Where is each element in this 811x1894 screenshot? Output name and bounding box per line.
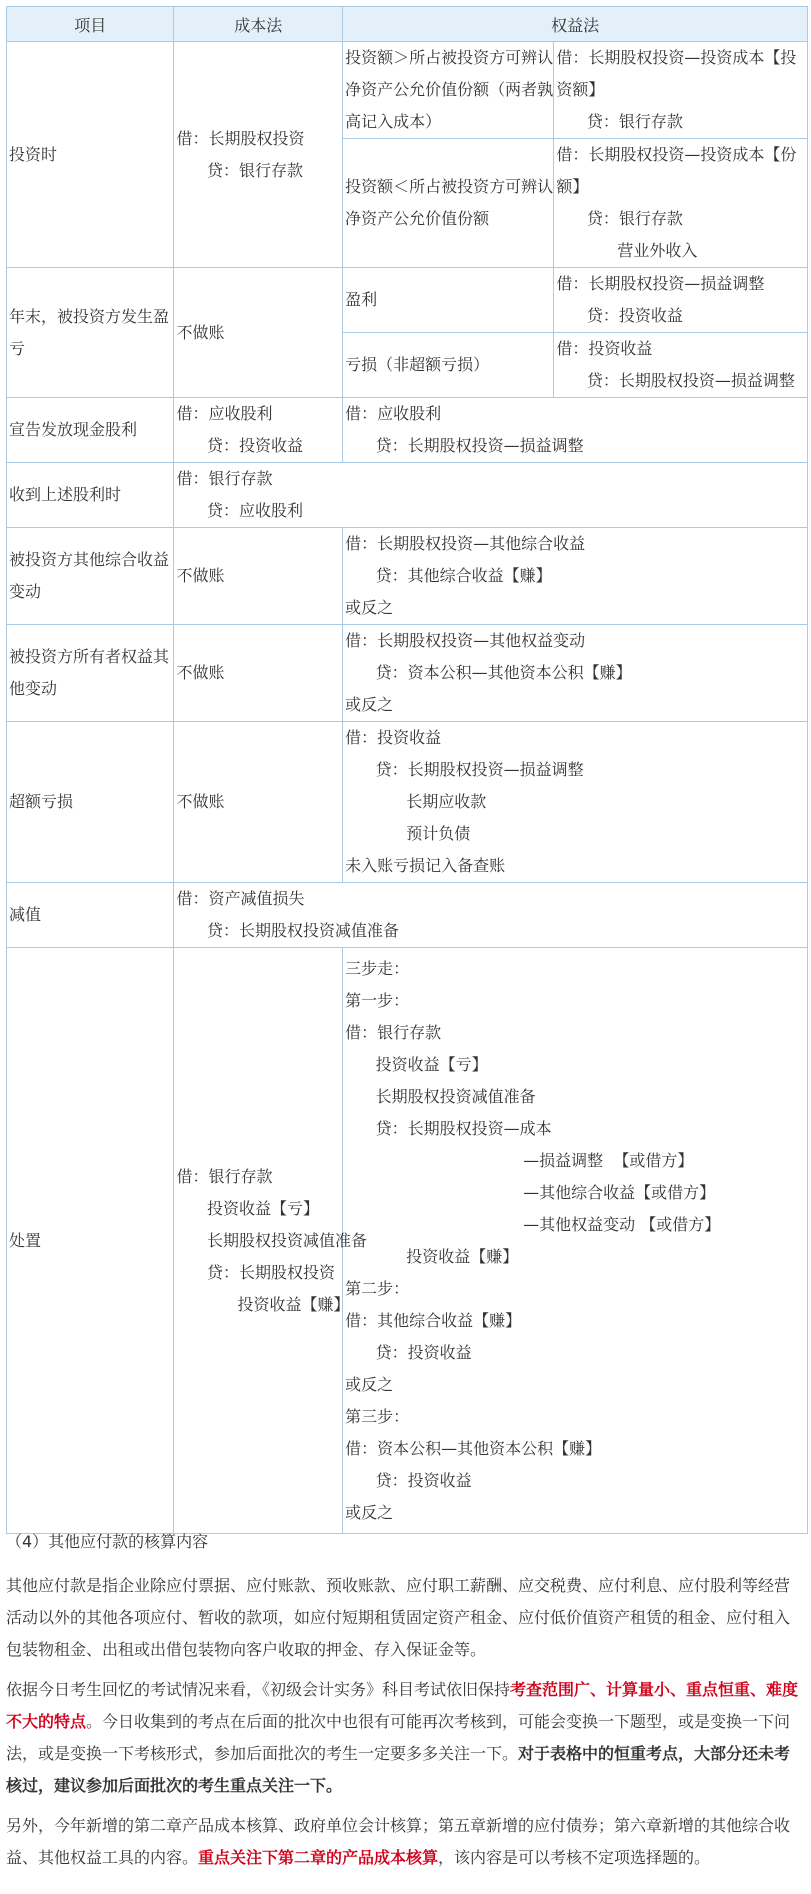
paragraph-exam-summary: 依据今日考生回忆的考试情况来看，《初级会计实务》科目考试依旧保持考查范围广、计算量小、重点恒重、难度不大的特点。今日收集到的考点在后面的批次中也很有可能再次考核到，可能会变换一下题型，或是变换一下问法，或是变换一下考核形式，参加后面批次的考生一定要多多关注一下。对于表格中的恒重考点，大部分还未考核过，建议参加后面批次的考生重点关注一下。 — [6, 1680, 799, 1795]
table-row — [7, 883, 808, 948]
table-row — [7, 625, 808, 722]
table-row — [7, 42, 808, 139]
entry-line: 营业外收入 — [556, 241, 698, 260]
equity-condition: 投资额＜所占被投资方可辨认净资产公允价值份额 — [343, 139, 554, 268]
row-item: 处置 — [7, 948, 174, 1534]
equity-condition: 亏损（非超额亏损） — [343, 333, 554, 398]
row-item: 超额亏损 — [7, 722, 174, 883]
entry-line: 借：长期股权投资—投资成本【份额】 — [556, 145, 797, 196]
equity-cell: 借：投资收益 贷：长期股权投资—损益调整 长期应收款 预计负债 未入账亏损记入备查账 — [343, 722, 808, 883]
entry-line: 借：长期股权投资 — [176, 128, 305, 148]
paragraph-other-payables: 其他应付款是指企业除应付票据、应付账款、预收账款、应付职工薪酬、应交税费、应付利息、应付股利等经营活动以外的其他各项应付、暂收的款项，如应付短期租赁固定资产租金、应付低价值资产租赁的租金、应付租入包装物租金、出租或出借包装物向客户收取的押金、存入保证金等。 — [6, 1576, 791, 1659]
table-row — [7, 398, 808, 463]
row-item: 收到上述股利时 — [7, 463, 174, 528]
paragraph-new-content: 另外，今年新增的第二章产品成本核算、政府单位会计核算；第五章新增的应付债券；第六章新增的其他综合收益、其他权益工具的内容。重点关注下第二章的产品成本核算，该内容是可以考核不定项选择题的。 — [6, 1816, 791, 1867]
table-row — [7, 463, 808, 528]
cost-cell: 借：银行存款 投资收益【亏】 长期股权投资减值准备 贷：长期股权投资 投资收益【赚】 — [174, 948, 343, 1534]
accounting-table — [6, 6, 808, 1534]
shared-cell: 借：资产减值损失 贷：长期股权投资减值准备 — [174, 883, 808, 948]
highlight-text: 重点关注下第二章的产品成本核算 — [198, 1848, 439, 1867]
cost-cell: 不做账 — [174, 625, 343, 722]
table-row — [7, 268, 808, 333]
row-item: 投资时 — [7, 42, 174, 268]
shared-cell: 借：银行存款 贷：应收股利 — [174, 463, 808, 528]
table-row — [7, 948, 808, 1534]
entry-line: 贷：银行存款 — [556, 209, 683, 228]
row-item: 年末，被投资方发生盈亏 — [7, 268, 174, 398]
header-item: 项目 — [7, 7, 174, 42]
cost-cell: 不做账 — [174, 722, 343, 883]
header-cost-method: 成本法 — [174, 7, 343, 42]
equity-entry: 借：投资收益 贷：长期股权投资—损益调整 — [554, 333, 808, 398]
section-heading: （4）其他应付款的核算内容 — [6, 1532, 209, 1551]
equity-condition: 盈利 — [343, 268, 554, 333]
equity-entry: 借：长期股权投资—损益调整 贷：投资收益 — [554, 268, 808, 333]
table-row — [7, 722, 808, 883]
equity-entry — [554, 42, 808, 139]
table-row — [7, 528, 808, 625]
highlight-text: 考查范围广、计算量小、重点恒重、难度不大的特点 — [6, 1680, 799, 1731]
equity-cell: 借：长期股权投资—其他权益变动 贷：资本公积—其他资本公积【赚】 或反之 — [343, 625, 808, 722]
entry-line: 借：长期股权投资—投资成本【投资额】 — [556, 48, 797, 99]
equity-condition: 投资额＞所占被投资方可辨认净资产公允价值份额（两者孰高记入成本） — [343, 42, 554, 139]
row-item: 减值 — [7, 883, 174, 948]
entry-line: 贷：银行存款 — [556, 112, 683, 131]
equity-cell: 借：长期股权投资—其他综合收益 贷：其他综合收益【赚】 或反之 — [343, 528, 808, 625]
entry-line: 贷：银行存款 — [176, 160, 303, 180]
row-item: 被投资方其他综合收益变动 — [7, 528, 174, 625]
cost-cell — [174, 42, 343, 268]
equity-entry — [554, 139, 808, 268]
bold-text: 对于表格中的恒重考点，大部分还未考核过，建议参加后面批次的考生重点关注一下。 — [6, 1744, 791, 1795]
table-header — [7, 7, 808, 42]
cost-cell: 不做账 — [174, 268, 343, 398]
equity-cell: 三步走： 第一步： 借：银行存款 投资收益【亏】 长期股权投资减值准备 贷：长期股权投资—成本 —损益调整 【或借方】 —其他综合收益【或借方】 —其他权益变动 【或借方】 投资收益【赚】 第二步： 借：其他综合收益【赚】 贷：投资收益 或反之 第三步： 借：资本公积—其他资本公积【赚】 贷：投资收益 或反之 — [343, 948, 808, 1534]
header-equity-method: 权益法 — [343, 7, 808, 42]
equity-cell: 借：应收股利 贷：长期股权投资—损益调整 — [343, 398, 808, 463]
cost-cell: 借：应收股利 贷：投资收益 — [174, 398, 343, 463]
row-item: 宣告发放现金股利 — [7, 398, 174, 463]
cost-cell: 不做账 — [174, 528, 343, 625]
row-item: 被投资方所有者权益其他变动 — [7, 625, 174, 722]
